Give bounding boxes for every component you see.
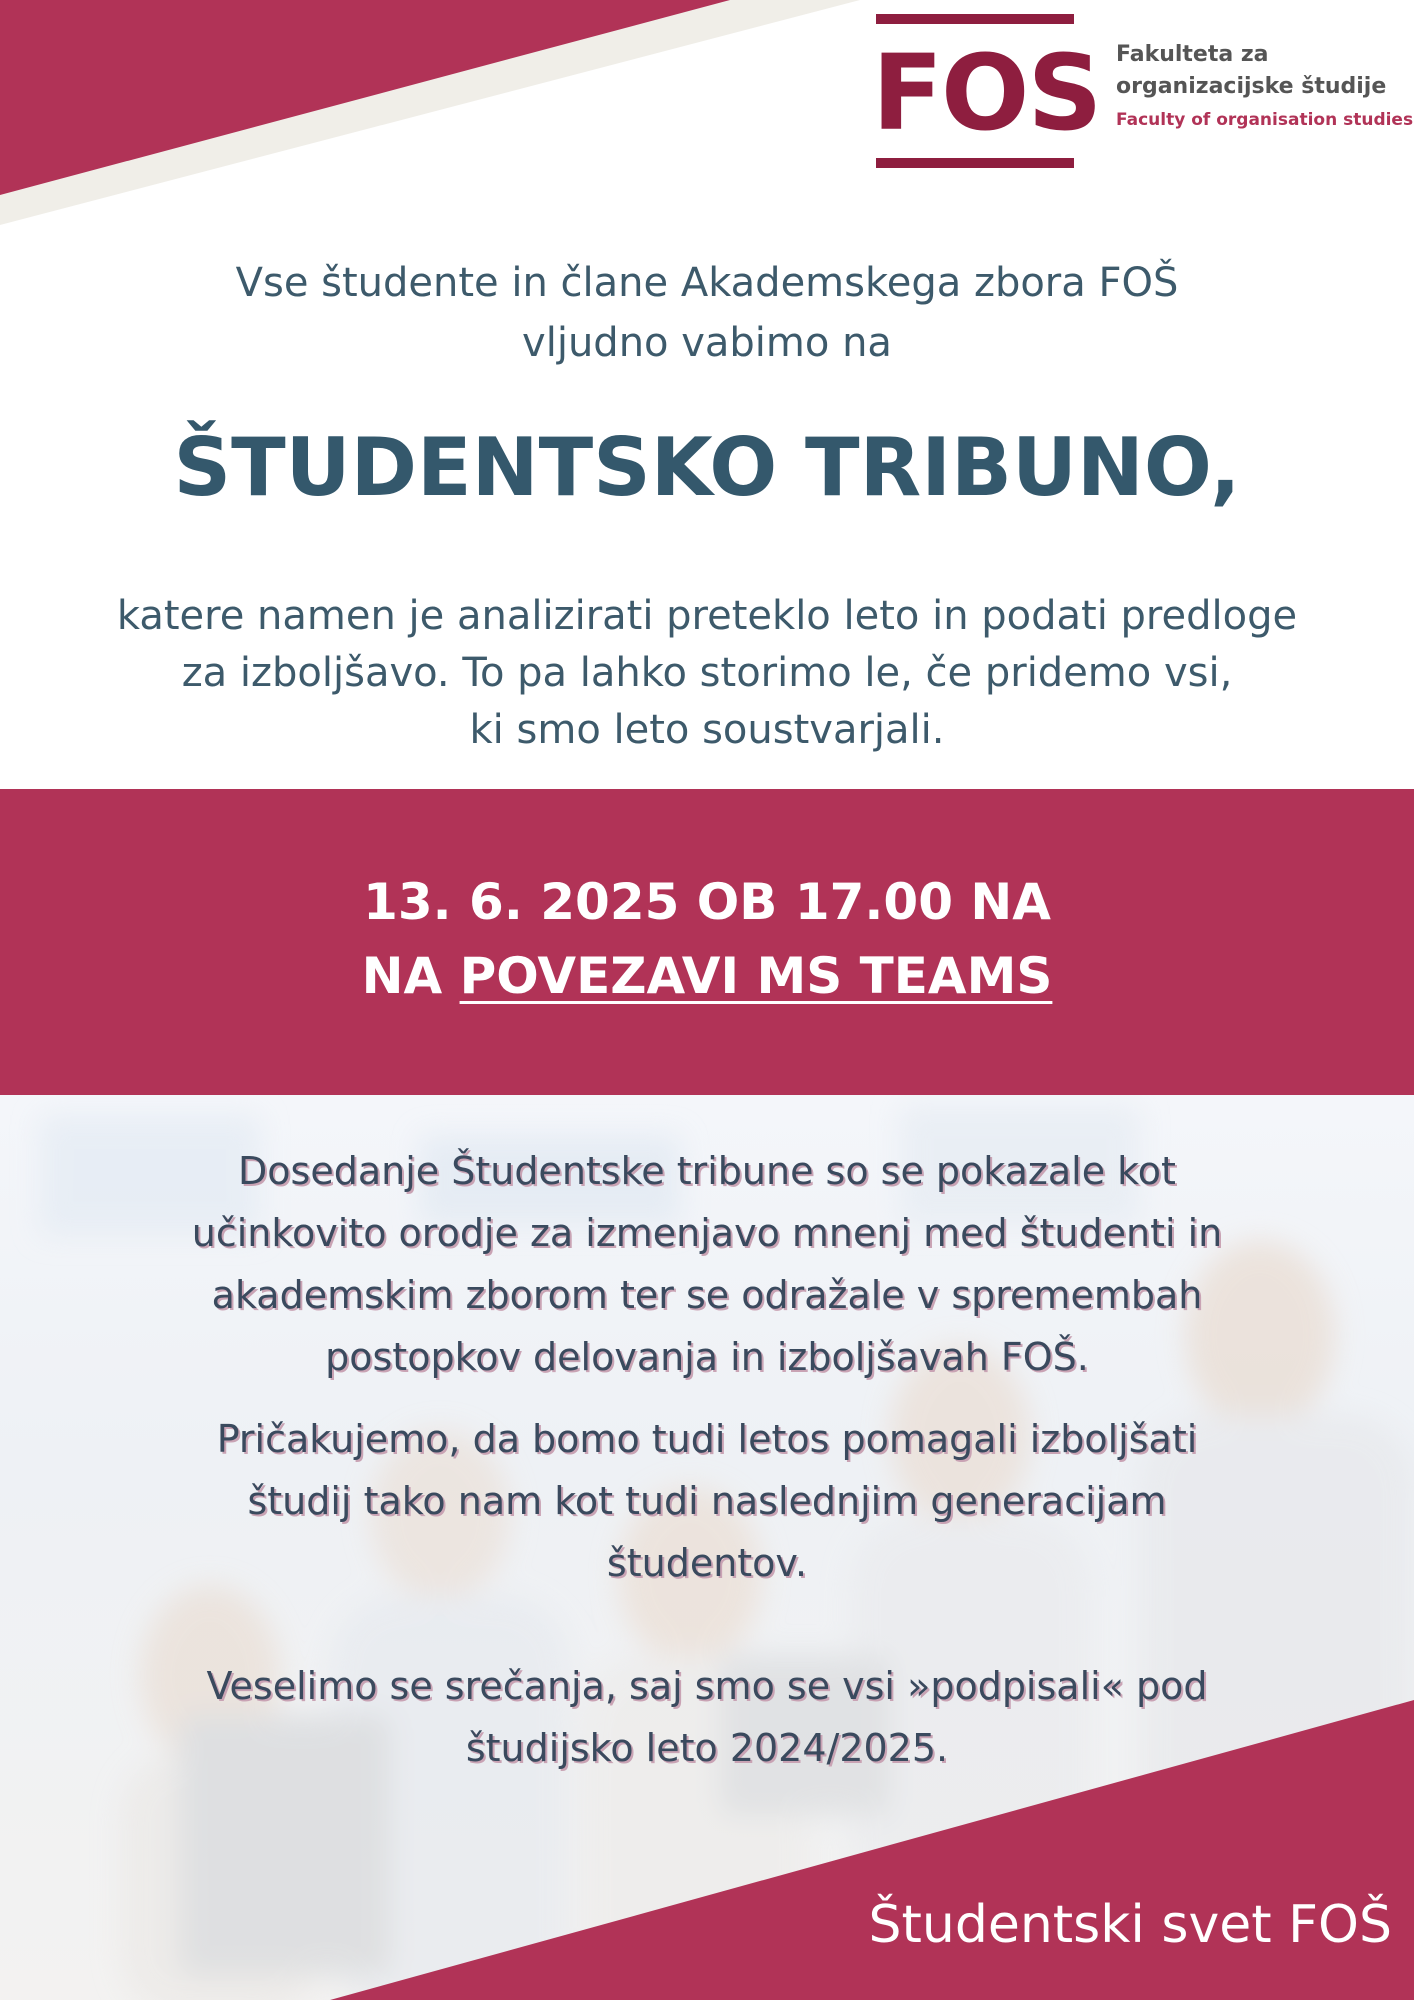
body-p3-line-1: Veselimo se srečanja, saj smo se vsi »podpisali« pod [206, 1664, 1208, 1708]
intro-line-2: vljudno vabimo na [522, 320, 892, 366]
body-p1-line-3: akademskim zborom ter se odražale v spremembah [211, 1273, 1203, 1317]
event-date-line: 13. 6. 2025 OB 17.00 NA [363, 873, 1051, 931]
body-paragraph-1 [0, 1140, 1414, 1388]
purpose-line-1: katere namen je analizirati preteklo leto in podati predloge [116, 593, 1298, 639]
logo-letters: FOS [872, 32, 1101, 154]
intro-line-1: Vse študente in člane Akademskega zbora FOŠ [235, 260, 1179, 306]
event-location-line [0, 941, 1414, 1011]
body-p3-line-2: študijsko leto 2024/2025. [465, 1726, 949, 1770]
body-p2-line-3: študentov. [606, 1541, 808, 1585]
purpose-text [0, 588, 1414, 759]
headline: ŠTUDENTSKO TRIBUNO, [173, 421, 1241, 514]
body-p1-line-1: Dosedanje Študentske tribune so se pokazale kot [238, 1149, 1176, 1193]
logo-top-bar [876, 14, 1074, 24]
body-p1-line-4: postopkov delovanja in izboljšavah FOŠ. [325, 1335, 1089, 1379]
logo-line-2: organizacijske študije [1116, 74, 1387, 99]
body-p2-line-1: Pričakujemo, da bomo tudi letos pomagali izboljšati [216, 1417, 1198, 1461]
body-p2-line-2: študij tako nam kot tudi naslednjim generacijam [247, 1479, 1167, 1523]
logo-bottom-bar [876, 158, 1074, 168]
body-paragraph-3 [0, 1655, 1414, 1779]
body-p1-line-2: učinkovito orodje za izmenjavo mnenj med študenti in [191, 1211, 1223, 1255]
purpose-line-2: za izboljšavo. To pa lahko storimo le, če pridemo vsi, [181, 650, 1233, 696]
logo-line-1: Fakulteta za [1116, 42, 1269, 67]
purpose-line-3: ki smo leto soustvarjali. [469, 707, 945, 753]
ms-teams-link[interactable]: POVEZAVI MS TEAMS [459, 947, 1053, 1005]
fos-logo [872, 12, 1412, 172]
event-band [0, 789, 1414, 1095]
body-paragraph-2 [0, 1408, 1414, 1594]
event-location-prefix: NA [361, 947, 443, 1005]
signature: Študentski svet FOŠ [868, 1895, 1392, 1955]
logo-line-3: Faculty of organisation studies [1116, 110, 1414, 130]
